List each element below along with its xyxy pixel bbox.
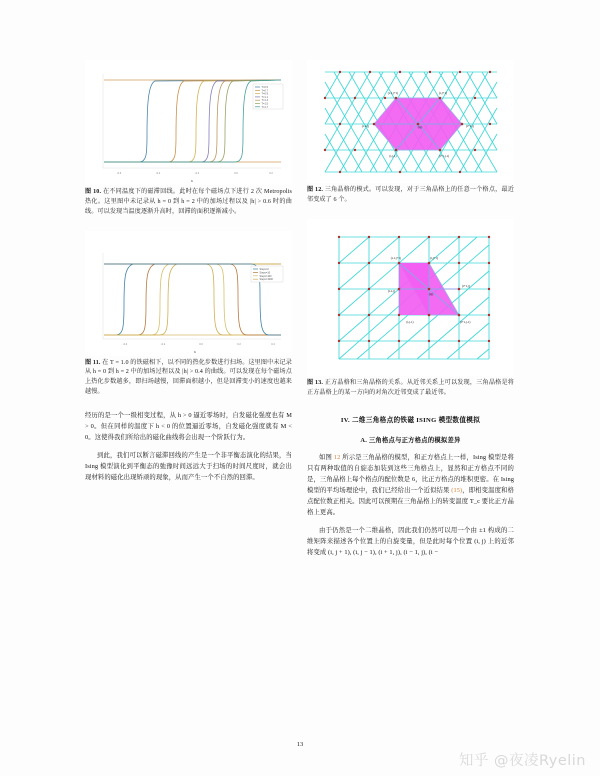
figure-13 <box>307 219 514 399</box>
figure-12-diagram <box>307 60 514 183</box>
figure-12-label: 图 12. <box>307 187 324 193</box>
triangular-lattice-diagram <box>307 60 514 178</box>
zhihu-watermark: 知乎 @夜凌Ryelin <box>458 753 586 769</box>
right-column <box>307 60 514 730</box>
fig12-label-i-j: (i,j) <box>417 125 423 129</box>
section-heading-iv: IV. 二维三角格点的铁磁 ISING 模型数值模拟 <box>340 417 481 425</box>
svg-text:h: h <box>194 349 196 354</box>
fig13-label-i-j1: (i,j+1) <box>430 255 438 260</box>
subsection-heading-a: A. 三角格点与正方格点的模拟差异 <box>360 437 461 445</box>
fig13-label-i-1-j: (i-1,j) <box>387 288 395 293</box>
svg-text:0.0: 0.0 <box>199 342 203 346</box>
hysteresis-chart-steps <box>85 231 292 356</box>
figure-11 <box>85 231 292 398</box>
figure-11-plot <box>85 231 292 356</box>
left-paragraph-1: 经历的是一个一级相变过程，从 h > 0 逼近零场时，自发磁化强度也有 M > 0。但在同样的温度下 h < 0 的位置逼近零场，自发磁化强度就有 M < 0。这使得我们所给出的磁化曲线将会出现一个阶跃行为。 <box>85 412 292 441</box>
figure-reference-12[interactable]: 12 <box>333 454 341 462</box>
fig13-label-i-j: (i,j) <box>428 291 434 296</box>
svg-text:T=0.7: T=0.7 <box>261 89 268 93</box>
figure-12-caption <box>307 186 514 206</box>
svg-text:T=0.9: T=0.9 <box>261 92 268 96</box>
fig12-label-i1-j: (i+1,j) <box>466 124 474 128</box>
figure-10-label: 图 10. <box>85 189 102 195</box>
svg-text:T=1.7: T=1.7 <box>261 105 268 109</box>
figure-12 <box>307 60 514 206</box>
figure-10-caption <box>85 188 292 218</box>
svg-text:Steps=2: Steps=2 <box>259 267 269 271</box>
figure-10-caption-text: 在不同温度下的磁滞回线。此时在每个磁场点下进行 2 次 Metropolis 热化。这里图中未记录从 h = 0 到 h = 2 中的加场过程以及 |h| > 0.6 时的曲线。可以发现当温度逐渐升高时，回滞的面积逐渐减小。 <box>85 189 292 215</box>
svg-text:-0.4: -0.4 <box>122 342 128 346</box>
left-paragraph-2: 到此，我们可以断言磁滞回线的产生是一个非平衡态演化的结果，当 Ising 模型演化到平衡态的弛豫时间远远大于扫场的时间尺度时，就会出现材料的磁化出现矫顽的现象，从而产生一个不自然的回滞。 <box>85 451 292 481</box>
svg-text:-0.6: -0.6 <box>116 172 122 175</box>
hysteresis-chart-temperature <box>85 60 292 185</box>
figure-10-plot <box>85 60 292 185</box>
figure-10-legend <box>253 84 283 109</box>
fig13-label-i-j-1: (i,j-1) <box>406 319 414 324</box>
svg-text:0.2: 0.2 <box>237 342 241 346</box>
two-column-layout <box>85 60 515 730</box>
svg-text:h: h <box>191 179 193 183</box>
svg-text:Steps=10: Steps=10 <box>259 270 271 274</box>
fig12-label-i-1-j: (i-1,j) <box>361 124 369 128</box>
fig13-label-i1-j-1: (i+1,j-1) <box>460 319 471 324</box>
svg-text:0.2: 0.2 <box>269 172 273 175</box>
right-paragraph-2: 由于仍然是一个二维晶格，因此我们仍然可以用一个由 ±1 构成的二维矩阵来描述各个位置上的自旋变量，但是此时每个位置 (i, j) 上的近邻将变成 (i, j + 1), (i, j − 1), (i + 1, j), (i − 1, j), (i − <box>307 526 514 556</box>
right-paragraph-1-part-b: 所示是三角晶格的模型，和正方格点上一样，Ising 模型是将只有两种取值的自旋态加装到这些三角格点上，显然和正方格点不同的是，三角晶格上每个格点的配位数是 6，比正方格点的堆积更密。在 Ising 模型的平均场理论中，我们已经给出一个近似结果 <box>307 454 514 495</box>
figure-13-label: 图 13. <box>307 379 324 386</box>
svg-text:0.4: 0.4 <box>271 342 275 346</box>
page-number: 13 <box>296 741 304 748</box>
figure-13-diagram <box>307 219 514 376</box>
svg-text:T=0.5: T=0.5 <box>261 86 268 89</box>
figure-13-caption-text: 正方晶格和三角晶格的关系。从近邻关系上可以发现，三角晶格是将正方晶格上的某一方向的对角次近邻变成了最近邻。 <box>307 379 514 396</box>
svg-text:Steps=1000: Steps=1000 <box>259 277 273 281</box>
figure-11-label: 图 11. <box>85 359 101 366</box>
right-paragraph-1 <box>307 453 514 518</box>
svg-text:0.0: 0.0 <box>234 172 238 175</box>
figure-12-caption-text: 三角晶格的模式。可以发现，对于三角晶格上的任意一个格点，最近邻变成了 6 个。 <box>307 187 514 203</box>
fig12-label-i-1-j1: (i-1,j+1) <box>387 91 399 95</box>
figure-10 <box>85 60 292 218</box>
svg-text:-0.4: -0.4 <box>155 172 161 175</box>
fig12-label-i-j1: (i,j+1) <box>439 91 447 95</box>
svg-text:T=1.3: T=1.3 <box>261 99 268 103</box>
right-paragraph-1-part-a: 如图 <box>319 454 334 462</box>
fig13-label-i1-j: (i+1,j) <box>462 283 470 288</box>
figure-11-legend <box>251 266 283 282</box>
svg-text:-0.2: -0.2 <box>160 342 166 346</box>
right-paragraph-1-part-c: ，即相变温度和格点配位数正相关。因此可以预期在三角晶格上的转变温度 T_c 要比正方晶格上更高。 <box>307 487 515 516</box>
fig12-label-i1-j-1: (i+1,j-1) <box>438 154 450 158</box>
svg-text:T=1.5: T=1.5 <box>261 102 268 106</box>
left-column <box>85 60 292 730</box>
figure-13-caption <box>307 379 514 399</box>
figure-11-caption-text: 在 T = 1.0 的铁磁相下，以不同的热化步数进行扫场。这里图中未记录从 h = 0 到 h = 2 中的加场过程以及 |h| > 0.4 的曲线。可以发现在每个磁场点上热化步数越多，即扫场越慢，回滞面积越小，但是回滞变小的速度也越来越慢。 <box>85 359 292 396</box>
fig12-label-i-j-1: (i,j-1) <box>389 154 397 158</box>
svg-text:-0.2: -0.2 <box>194 172 200 175</box>
fig13-label-i-1-j1: (i-1,j+1) <box>390 255 402 260</box>
figure-11-caption <box>85 359 292 398</box>
equation-reference-15[interactable]: (15) <box>451 487 463 495</box>
svg-text:T=1.1: T=1.1 <box>261 95 268 99</box>
square-lattice-diagram <box>307 219 514 371</box>
svg-text:Steps=100: Steps=100 <box>259 274 272 278</box>
